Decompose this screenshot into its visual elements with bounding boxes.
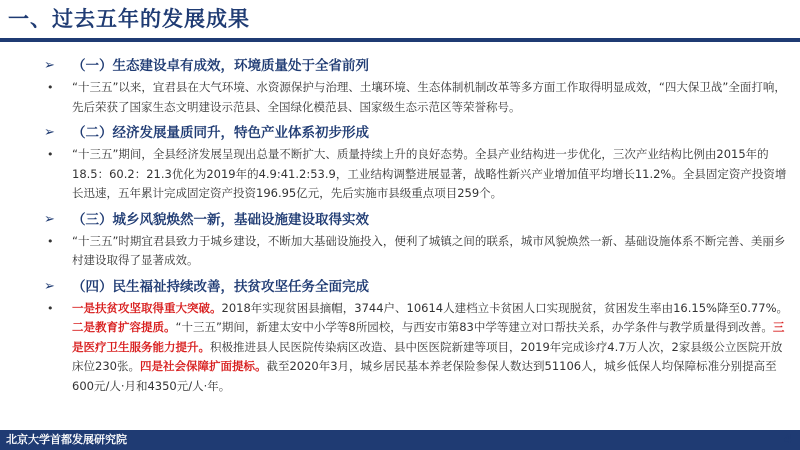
section-heading-text: （二）经济发展量质同升，特色产业体系初步形成 xyxy=(72,125,369,141)
section-heading-text: （四）民生福祉持续改善，扶贫攻坚任务全面完成 xyxy=(72,278,369,295)
footer-bar xyxy=(0,430,800,450)
highlight-text: 一是扶贫攻坚取得重大突破。 xyxy=(72,300,222,315)
paragraph-text: “十三五”期间，新建太安中小学等8所园校，与西安市第83中学等建立对口帮扶关系，办学条件与教学质量得到改善。 xyxy=(175,320,773,334)
section-heading-2 xyxy=(44,121,790,145)
section-heading-text: （三）城乡风貌焕然一新，基础设施建设取得实效 xyxy=(72,211,369,228)
arrow-bullet-icon: ➢ xyxy=(44,125,55,140)
section-heading-1 xyxy=(44,54,790,78)
paragraph-text: “十三五”时期宜君县致力于城乡建设，不断加大基础设施投入，便利了城镇之间的联系，城市风貌焕然一新、基础设施体系不断完善、美丽乡村建设取得了显著成效。 xyxy=(72,233,786,267)
paragraph-text: 截至2020年3月，城乡居民基本养老保险参保人数达到51106人，城乡低保人均保障标准分别提高至600元/人·月和4350元/人·年。 xyxy=(72,359,777,393)
arrow-bullet-icon: ➢ xyxy=(44,278,55,294)
footer-organization: 北京大学首都发展研究院 xyxy=(6,433,127,446)
paragraph-text: 积极推进县人民医院传染病区改造、县中医医院新建等项目，2019年完成诊疗4.7万人次，2家县级公立医院开放床位230张。 xyxy=(72,339,783,373)
title-bar xyxy=(0,0,800,44)
slide-content xyxy=(44,54,790,400)
dot-bullet-icon: • xyxy=(47,234,54,248)
section-heading-text: （一）生态建设卓有成效，环境质量处于全省前列 xyxy=(72,58,369,74)
arrow-bullet-icon: ➢ xyxy=(44,58,55,73)
section-paragraph-2 xyxy=(47,145,790,204)
page-number: 4 xyxy=(783,432,792,446)
paragraph-text: “十三五”期间，全县经济发展呈现出总量不断扩大、质量持续上升的良好态势。全县产业结构进一步优化，三次产业结构比例由2015年的18.5：60.2：21.3优化为2019年的4.9:41.2:53.9，工业结构调整进展显著，战略性新兴产业增加值平均增长11.2%。全县固定资产投资增长迅速，五年累计完成固定资产投资196.95亿元，先后实施市县级重点项目259个。 xyxy=(72,147,787,200)
dot-bullet-icon: • xyxy=(47,81,54,94)
dot-bullet-icon: • xyxy=(47,301,54,315)
section-paragraph-3 xyxy=(47,232,790,271)
arrow-bullet-icon: ➢ xyxy=(44,211,55,227)
section-heading-3 xyxy=(44,208,790,232)
title-underline xyxy=(0,38,800,42)
highlight-text: 三是医疗卫生服务能力提升。 xyxy=(72,320,785,354)
section-paragraph-1 xyxy=(47,78,790,117)
highlight-text: 二是教育扩容提质。 xyxy=(72,320,176,334)
page-title: 一、过去五年的发展成果 xyxy=(8,7,250,31)
paragraph-text: “十三五”以来，宜君县在大气环境、水资源保护与治理、土壤环境、生态体制机制改革等多方面工作取得明显成效，“四大保卫战”全面打响，先后荣获了国家生态文明建设示范县、全国绿化模范县、国家级生态示范区等荣誉称号。 xyxy=(72,80,786,114)
highlight-text: 四是社会保障扩面提标。 xyxy=(139,359,267,373)
dot-bullet-icon: • xyxy=(47,148,54,161)
section-paragraph-4 xyxy=(47,299,790,397)
section-heading-4 xyxy=(44,275,790,299)
paragraph-text: 2018年实现贫困县摘帽，3744户、10614人建档立卡贫困人口实现脱贫，贫困发生率由16.15%降至0.77%。 xyxy=(221,300,788,315)
